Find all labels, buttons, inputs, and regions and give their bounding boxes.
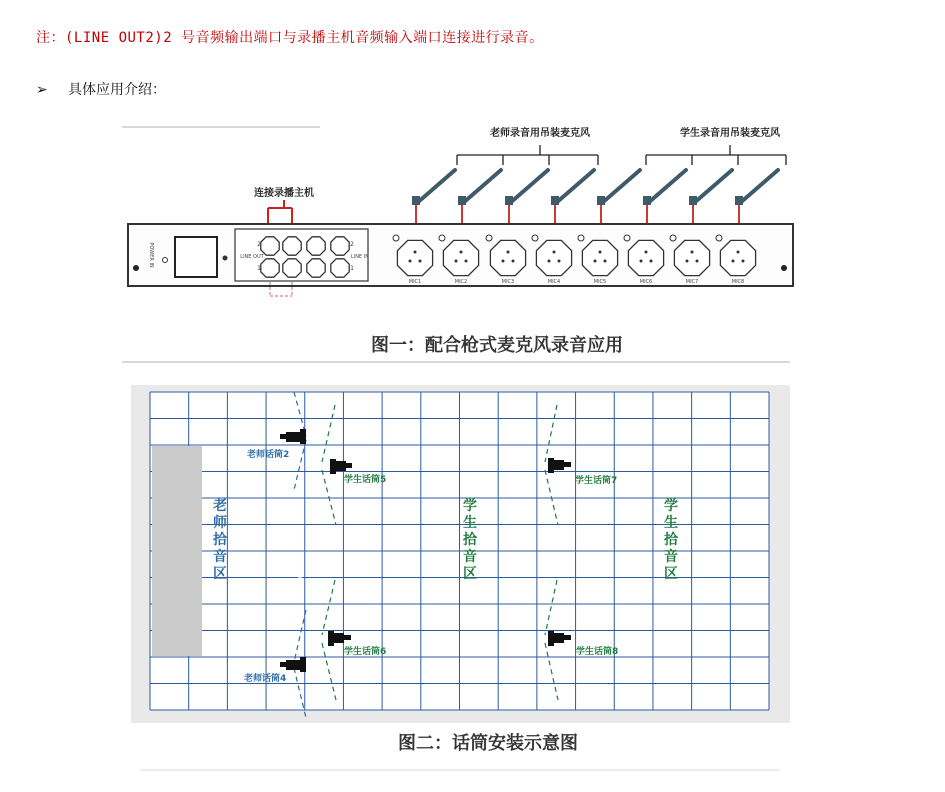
svg-text:拾: 拾	[664, 532, 678, 548]
mic-port-label: MIC4	[547, 279, 561, 285]
svg-text:区: 区	[213, 566, 227, 582]
svg-text:拾: 拾	[213, 532, 227, 548]
student-zone-1-label	[462, 497, 478, 582]
port-number-1-left: 1	[257, 265, 261, 272]
svg-text:学: 学	[463, 498, 477, 514]
student-mic-7-label: 学生话筒7	[575, 476, 618, 486]
svg-text:生: 生	[463, 515, 477, 531]
student-mic-6-label: 学生话筒6	[344, 647, 387, 657]
section-heading-text: 具体应用介绍：	[68, 82, 166, 98]
arrow-bullet-icon: ➢	[36, 82, 48, 98]
mic-port-label: MIC1	[408, 279, 422, 285]
teacher-mic-4-label: 老师话筒4	[244, 674, 287, 684]
mic-port-label: MIC8	[731, 279, 745, 285]
svg-text:拾: 拾	[463, 532, 477, 548]
mic-port-label: MIC6	[639, 279, 653, 285]
svg-text:音: 音	[213, 549, 227, 565]
figure2-caption: 图二：话筒安装示意图	[398, 733, 578, 754]
mic-port-label: MIC7	[685, 279, 699, 285]
host-connection-label: 连接录播主机	[254, 188, 314, 199]
svg-text:生: 生	[664, 515, 678, 531]
teacher-mic-2-label: 老师话筒2	[247, 450, 290, 460]
mic-port-label: MIC3	[501, 279, 515, 285]
svg-text:师: 师	[213, 515, 227, 531]
mic-port-label: MIC5	[593, 279, 607, 285]
student-zone-2-label	[663, 497, 679, 582]
mic-port-label: MIC2	[454, 279, 468, 285]
svg-text:老: 老	[213, 498, 227, 514]
teacher-zone-label	[212, 497, 228, 582]
power-in-label: POWER IN	[148, 242, 154, 268]
figure1-caption: 图一：配合枪式麦克风录音应用	[371, 335, 623, 356]
student-mic-8-label: 学生话筒8	[576, 647, 619, 657]
student-mic-group-label: 学生录音用吊装麦克风	[680, 128, 780, 139]
svg-text:音: 音	[463, 549, 477, 565]
student-mic-5-label: 学生话筒5	[344, 475, 387, 485]
port-number-2-left: 2	[257, 241, 261, 248]
svg-text:学: 学	[664, 498, 678, 514]
teacher-mic-group-label: 老师录音用吊装麦克风	[490, 128, 590, 139]
svg-text:音: 音	[664, 549, 678, 565]
line-out-label: LINE OUT	[240, 254, 264, 260]
port-number-1-right: 1	[350, 265, 354, 272]
svg-text:区: 区	[664, 566, 678, 582]
port-number-2-right: 2	[350, 241, 354, 248]
note-text: 注：(LINE OUT2)2 号音频输出端口与录播主机音频输入端口连接进行录音。	[36, 30, 544, 46]
line-in-label: LINE IN	[351, 254, 369, 260]
svg-text:区: 区	[463, 566, 477, 582]
